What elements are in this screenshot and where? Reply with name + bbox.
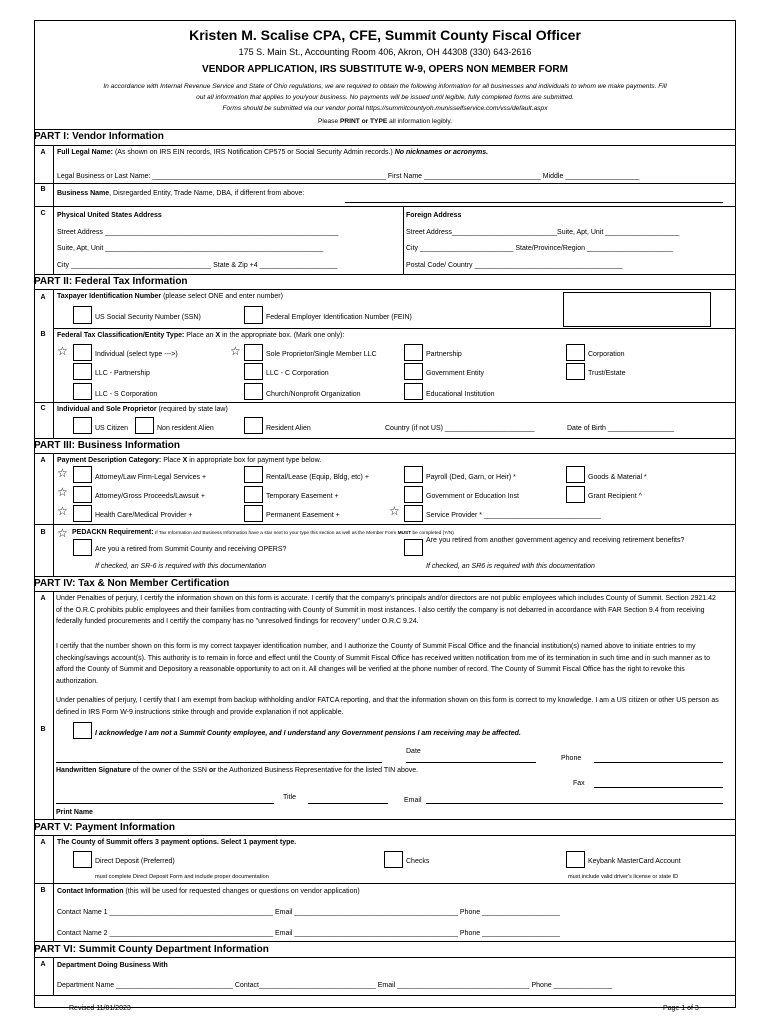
ssn-checkbox[interactable] bbox=[73, 306, 92, 324]
rental-lease-label: Rental/Lease (Equip, Bldg, etc) + bbox=[266, 474, 369, 481]
partnership-label: Partnership bbox=[426, 351, 462, 358]
office-address: 175 S. Main St., Accounting Room 406, Akron, OH 44308 (330) 643-2616 bbox=[238, 47, 532, 57]
individual-star-icon: ☆ bbox=[57, 344, 68, 358]
service-provider-checkbox[interactable] bbox=[404, 505, 423, 522]
part4-title: PART IV: Tax & Non Member Certification bbox=[34, 578, 230, 589]
attorney-gross-label: Attorney/Gross Proceeds/Lawsuit + bbox=[95, 493, 205, 500]
pedackn-must: MUST bbox=[397, 531, 412, 536]
attorney-law-label: Attorney/Law Firm-Legal Services + bbox=[95, 474, 207, 481]
fax-line[interactable] bbox=[594, 787, 723, 788]
print-name-label: Print Name bbox=[56, 809, 93, 816]
part1-letter-column bbox=[53, 145, 54, 274]
part6-top-rule bbox=[34, 941, 736, 942]
part1-letter-c: C bbox=[40, 210, 46, 217]
sole-proprietor-star-icon: ☆ bbox=[230, 344, 241, 358]
tin-note: (please select ONE and enter number) bbox=[161, 293, 283, 300]
ssn-label: US Social Security Number (SSN) bbox=[95, 314, 201, 321]
individual-sole-heading bbox=[57, 405, 228, 414]
full-legal-name-warning: No nicknames or acronyms. bbox=[394, 149, 489, 156]
part6-letter-column bbox=[53, 957, 54, 995]
gov-edu-inst-checkbox[interactable] bbox=[404, 486, 423, 503]
foreign-street-field[interactable]: Street Address___________________________Suite, Apt, Unit ___________________ bbox=[406, 229, 680, 236]
rental-lease-checkbox[interactable] bbox=[244, 466, 263, 483]
fein-checkbox[interactable] bbox=[244, 306, 263, 324]
certification-paragraph-3: Under penalties of perjury, I certify that I am exempt from backup withholding and/or FATCA reporting, and that the information shown on this form is correct to my knowledge. I am a US citizen or other US person as defined in IRS Form W-9 instructions strike through and provide explanation if not applicable. bbox=[56, 697, 719, 716]
intro-line-3: Forms should be submitted via our vendor portal https://summitcountyoh.munisselfservice.com/vss/default.aspx bbox=[222, 105, 548, 112]
print-instruction bbox=[34, 117, 736, 126]
payment-options-heading: The County of Summit offers 3 payment options. Select 1 payment type. bbox=[57, 839, 297, 846]
partnership-checkbox[interactable] bbox=[404, 344, 423, 361]
part6-title: PART VI: Summit County Department Information bbox=[34, 944, 269, 955]
part4-letter-a: A bbox=[40, 595, 46, 602]
grant-recipient-label: Grant Recipient ^ bbox=[588, 493, 642, 500]
full-legal-name-heading bbox=[57, 148, 488, 157]
tin-number-box[interactable] bbox=[563, 292, 711, 327]
part4-letter-b: B bbox=[40, 726, 46, 733]
llc-partnership-label: LLC - Partnership bbox=[95, 370, 150, 377]
part1-title: PART I: Vendor Information bbox=[34, 131, 164, 142]
payment-category-note-post: in appropriate box for payment type below. bbox=[187, 457, 322, 464]
contact-info-note: (this will be used for requested changes or questions on vendor application) bbox=[123, 888, 360, 895]
form-subtitle: VENDOR APPLICATION, IRS SUBSTITUTE W-9, OPERS NON MEMBER FORM bbox=[202, 64, 568, 75]
foreign-city-field[interactable]: City ________________________ State/Province/Region ______________________ bbox=[406, 245, 673, 252]
part5-top-rule bbox=[34, 819, 736, 820]
health-care-star-icon: ☆ bbox=[57, 504, 68, 518]
print-instruction-post: all information legibly. bbox=[387, 118, 452, 125]
church-nonprofit-label: Church/Nonprofit Organization bbox=[266, 391, 361, 398]
full-legal-name-note: (As shown on IRS EIN records, IRS Notification CP575 or Social Security Admin records.) bbox=[113, 149, 395, 156]
us-suite-field[interactable]: Suite, Apt, Unit ________________________________________________________ bbox=[57, 245, 324, 252]
trust-estate-checkbox[interactable] bbox=[566, 363, 585, 380]
payment-category-note-pre: Place bbox=[161, 457, 183, 464]
part3-title-rule bbox=[34, 453, 736, 454]
part3-letter-column bbox=[53, 453, 54, 576]
acknowledge-label: I acknowledge I am not a Summit County employee, and I understand any Government pensions I am receiving may be affected. bbox=[95, 730, 521, 737]
llc-s-corp-checkbox[interactable] bbox=[73, 383, 92, 400]
part2-title-rule bbox=[34, 289, 736, 290]
educational-institution-label: Educational Institution bbox=[426, 391, 495, 398]
direct-deposit-checkbox[interactable] bbox=[73, 851, 92, 868]
payment-category-x: X bbox=[182, 457, 188, 464]
part4-title-rule bbox=[34, 591, 736, 592]
attorney-gross-checkbox[interactable] bbox=[73, 486, 92, 503]
date-line[interactable] bbox=[406, 762, 536, 763]
business-name-input-line[interactable] bbox=[345, 202, 723, 203]
us-address-heading: Physical United States Address bbox=[57, 212, 162, 219]
business-name-label: Business Name bbox=[57, 190, 110, 197]
pedackn-star-icon: ☆ bbox=[57, 526, 68, 540]
direct-deposit-note: must complete Direct Deposit Form and include proper documentation bbox=[95, 874, 269, 880]
sole-proprietor-checkbox[interactable] bbox=[244, 344, 263, 361]
sr6-note-right: If checked, an SR6 is required with this documentation bbox=[426, 563, 595, 570]
part3-letter-b: B bbox=[40, 529, 46, 536]
business-name-heading bbox=[57, 189, 304, 198]
intro-line-1: In accordance with Internal Revenue Service and State of Ohio regulations, we are required to obtain the following information for all businesses and individuals to whom we make payments. Fill bbox=[103, 83, 667, 90]
email-line[interactable] bbox=[426, 803, 723, 804]
individual-sole-label: Individual and Sole Proprietor bbox=[57, 406, 157, 413]
full-legal-name-label: Full Legal Name: bbox=[57, 149, 114, 156]
acknowledge-checkbox[interactable] bbox=[73, 722, 92, 739]
part1-title-rule bbox=[34, 145, 736, 146]
intro-line-2: out all information that applies to you/your business. No payments will be issued until legible, fully completed forms are submitted. bbox=[196, 94, 574, 101]
us-street-field[interactable]: Street Address ____________________________________________________________ bbox=[57, 229, 339, 236]
us-citizen-label: US Citizen bbox=[95, 425, 129, 432]
part1-letter-b: B bbox=[40, 186, 46, 193]
resident-alien-label: Resident Alien bbox=[266, 425, 311, 432]
permanent-easement-label: Permanent Easement + bbox=[266, 512, 340, 519]
part2-b-rule bbox=[34, 402, 736, 403]
sr6-note-left: If checked, an SR-6 is required with this documentation bbox=[95, 563, 267, 570]
signature-caption bbox=[56, 766, 418, 775]
direct-deposit-label: Direct Deposit (Preferred) bbox=[95, 858, 175, 865]
department-heading: Department Doing Business With bbox=[57, 962, 168, 969]
service-provider-field[interactable]: Service Provider * ______________________________ bbox=[426, 512, 601, 519]
signature-caption-mid: of the owner of the SSN bbox=[130, 767, 209, 774]
legal-name-fields[interactable]: Legal Business or Last Name: ____________________________________________________________ First Name ______________________________ Middle ___________________ bbox=[57, 173, 640, 180]
pedackn-heading bbox=[72, 528, 454, 538]
llc-s-corp-label: LLC - S Corporation bbox=[95, 391, 158, 398]
part5-letter-b: B bbox=[40, 887, 46, 894]
payroll-checkbox[interactable] bbox=[404, 466, 423, 483]
part6-letter-a: A bbox=[40, 961, 46, 968]
print-name-line[interactable] bbox=[56, 803, 274, 804]
tax-classification-x: X bbox=[215, 332, 221, 339]
retired-other-label: Are you retired from another government agency and receiving retirement benefits? bbox=[426, 537, 685, 544]
part2-letter-column bbox=[53, 289, 54, 438]
fein-label: Federal Employer Identification Number (FEIN) bbox=[266, 314, 412, 321]
tax-classification-heading bbox=[57, 331, 344, 340]
temporary-easement-checkbox[interactable] bbox=[244, 486, 263, 503]
signature-caption-or: or bbox=[208, 767, 216, 774]
pedackn-note-pre: If Tax Information and Business Information have a star next to your type this section as well as the Member Form bbox=[153, 531, 398, 536]
individual-sole-note: (required by state law) bbox=[156, 406, 228, 413]
tin-label: Taxpayer Identification Number bbox=[57, 293, 162, 300]
signature-line[interactable] bbox=[56, 762, 382, 763]
part1-top-rule bbox=[34, 129, 736, 130]
educational-institution-checkbox[interactable] bbox=[404, 383, 423, 400]
part3-top-rule bbox=[34, 438, 736, 439]
payment-category-label: Payment Description Category: bbox=[57, 457, 162, 464]
tax-classification-note-pre: Place an bbox=[184, 332, 216, 339]
attorney-gross-star-icon: ☆ bbox=[57, 485, 68, 499]
part5-letter-a: A bbox=[40, 839, 46, 846]
part3-title: PART III: Business Information bbox=[34, 440, 180, 451]
retired-summit-label: Are you a retired from Summit County and receiving OPERS? bbox=[95, 546, 287, 553]
part5-letter-column bbox=[53, 835, 54, 941]
government-entity-label: Government Entity bbox=[426, 370, 484, 377]
foreign-address-heading: Foreign Address bbox=[406, 212, 462, 219]
business-name-note: , Disregarded Entity, Trade Name, DBA, if different from above: bbox=[109, 190, 305, 197]
service-provider-star-icon: ☆ bbox=[389, 504, 400, 518]
attorney-law-star-icon: ☆ bbox=[57, 466, 68, 480]
title-label: Title bbox=[283, 794, 296, 801]
page-number: Page 1 of 3 bbox=[663, 1005, 699, 1012]
part2-letter-c: C bbox=[40, 405, 46, 412]
print-instruction-pre: Please bbox=[317, 118, 340, 125]
part1-letter-a: A bbox=[40, 149, 46, 156]
revised-date: Revised 11/01/2023 bbox=[69, 1005, 131, 1012]
resident-alien-checkbox[interactable] bbox=[244, 417, 263, 434]
individual-checkbox[interactable] bbox=[73, 344, 92, 361]
part6-title-rule bbox=[34, 957, 736, 958]
department-fields[interactable]: Department Name ______________________________ Contact______________________________ Email __________________________________ Phone _______________ bbox=[57, 982, 613, 989]
us-city-field[interactable]: City ____________________________________ State & Zip +4 ____________________ bbox=[57, 262, 338, 269]
part2-a-rule bbox=[53, 328, 736, 329]
part1-a-rule bbox=[34, 183, 736, 184]
print-instruction-bold: PRINT or TYPE bbox=[339, 118, 388, 125]
signature-caption-end: the Authorized Business Representative for the listed TIN above. bbox=[215, 767, 419, 774]
part2-top-rule bbox=[34, 274, 736, 275]
goods-material-checkbox[interactable] bbox=[566, 466, 585, 483]
fax-label: Fax bbox=[573, 780, 585, 787]
part5-a-rule bbox=[34, 883, 736, 884]
gov-edu-inst-label: Government or Education Inst bbox=[426, 493, 519, 500]
address-divider bbox=[403, 207, 404, 274]
keybank-checkbox[interactable] bbox=[566, 851, 585, 868]
checks-label: Checks bbox=[406, 858, 430, 865]
part3-letter-a: A bbox=[40, 457, 46, 464]
contact-1-fields[interactable]: Contact Name 1 __________________________________________ Email __________________________________________ Phone ____________________ bbox=[57, 909, 560, 916]
part2-letter-b: B bbox=[40, 331, 46, 338]
pedackn-note-post: be completed (Y/N) bbox=[411, 531, 454, 536]
payment-category-heading bbox=[57, 456, 321, 465]
llc-c-corp-label: LLC - C Corporation bbox=[266, 370, 329, 377]
payroll-label: Payroll (Ded, Garn, or Heir) * bbox=[426, 474, 516, 481]
pedackn-label: PEDACKN Requirement: bbox=[72, 529, 154, 536]
retired-summit-checkbox[interactable] bbox=[73, 539, 92, 556]
non-resident-alien-label: Non resident Alien bbox=[157, 425, 214, 432]
grant-recipient-checkbox[interactable] bbox=[566, 486, 585, 503]
llc-partnership-checkbox[interactable] bbox=[73, 363, 92, 380]
phone-label: Phone bbox=[561, 755, 582, 762]
date-of-birth-field[interactable]: Date of Birth _________________ bbox=[567, 425, 675, 432]
keybank-note: must include valid driver's license or state ID bbox=[568, 874, 679, 880]
part4-letter-column bbox=[53, 591, 54, 819]
email-label: Email bbox=[404, 797, 422, 804]
signature-caption-bold: Handwritten Signature bbox=[56, 767, 131, 774]
tax-classification-note-post: in the appropriate box. (Mark one only): bbox=[220, 332, 345, 339]
trust-estate-label: Trust/Estate bbox=[588, 370, 626, 377]
temporary-easement-label: Temporary Easement + bbox=[266, 493, 339, 500]
keybank-label: Keybank MasterCard Account bbox=[588, 858, 681, 865]
contact-info-heading bbox=[57, 887, 360, 896]
part1-b-rule bbox=[34, 206, 736, 207]
form-header-title: Kristen M. Scalise CPA, CFE, Summit County Fiscal Officer bbox=[189, 27, 581, 43]
llc-c-corp-checkbox[interactable] bbox=[244, 363, 263, 380]
sole-proprietor-label: Sole Proprietor/Single Member LLC bbox=[266, 351, 377, 358]
corporation-label: Corporation bbox=[588, 351, 625, 358]
church-nonprofit-checkbox[interactable] bbox=[244, 383, 263, 400]
foreign-postal-field[interactable]: Postal Code/ Country ______________________________________ bbox=[406, 262, 623, 269]
part5-title-rule bbox=[34, 835, 736, 836]
certification-paragraph-2: I certify that the number shown on this form is my correct taxpayer identification number, and I authorize the County of Summit Fiscal Office and the financial institution(s) named above to initiate entries to my checking/savings account(s). This authority is to remain in force and effect until the County of Summit Fiscal Office has received written notification from me of its termination in such time and in such manner as to afford the County of Summit and Depository a reasonable opportunity to act on it. All changes will be verified at the phone number of record. The County of Summit Fiscal Office has the right to revoke this authorization. bbox=[56, 643, 711, 685]
country-field[interactable]: Country (if not US) _______________________ bbox=[385, 425, 535, 432]
permanent-easement-checkbox[interactable] bbox=[244, 505, 263, 522]
part6-bottom-rule bbox=[34, 995, 736, 996]
part3-a-rule bbox=[34, 524, 736, 525]
title-line[interactable] bbox=[308, 803, 388, 804]
part5-title: PART V: Payment Information bbox=[34, 822, 175, 833]
goods-material-label: Goods & Material * bbox=[588, 474, 647, 481]
non-resident-alien-checkbox[interactable] bbox=[135, 417, 154, 434]
certification-paragraph-1: Under Penalties of perjury, I certify the information shown on this form is accurate. I certify that the company's principals and/or directors are not public employees which includes County of Summit. Section 2921.42 of the O.R.C prohibits public employees and their families from contracting with County of Summit in most instances. I also certify the company is not debarred in accordance with FAR Section 9.4 from receiving federally funded procurements and I certify the company has no "unresolved findings for recovery" under O.R.C 9.24. bbox=[56, 595, 716, 625]
health-care-label: Health Care/Medical Provider + bbox=[95, 512, 193, 519]
date-label: Date bbox=[406, 748, 421, 755]
attorney-law-checkbox[interactable] bbox=[73, 466, 92, 483]
tin-heading bbox=[57, 292, 283, 301]
part2-letter-a: A bbox=[40, 294, 46, 301]
government-entity-checkbox[interactable] bbox=[404, 363, 423, 380]
retired-other-checkbox[interactable] bbox=[404, 539, 423, 556]
checks-checkbox[interactable] bbox=[384, 851, 403, 868]
tax-classification-label: Federal Tax Classification/Entity Type: bbox=[57, 332, 185, 339]
us-citizen-checkbox[interactable] bbox=[73, 417, 92, 434]
health-care-checkbox[interactable] bbox=[73, 505, 92, 522]
part4-top-rule bbox=[34, 576, 736, 577]
phone-line[interactable] bbox=[594, 762, 723, 763]
contact-info-label: Contact Information bbox=[57, 888, 124, 895]
corporation-checkbox[interactable] bbox=[566, 344, 585, 361]
part2-title: PART II: Federal Tax Information bbox=[34, 276, 188, 287]
contact-2-fields[interactable]: Contact Name 2 __________________________________________ Email __________________________________________ Phone ____________________ bbox=[57, 930, 560, 937]
individual-label: Individual (select type --->) bbox=[95, 351, 178, 358]
